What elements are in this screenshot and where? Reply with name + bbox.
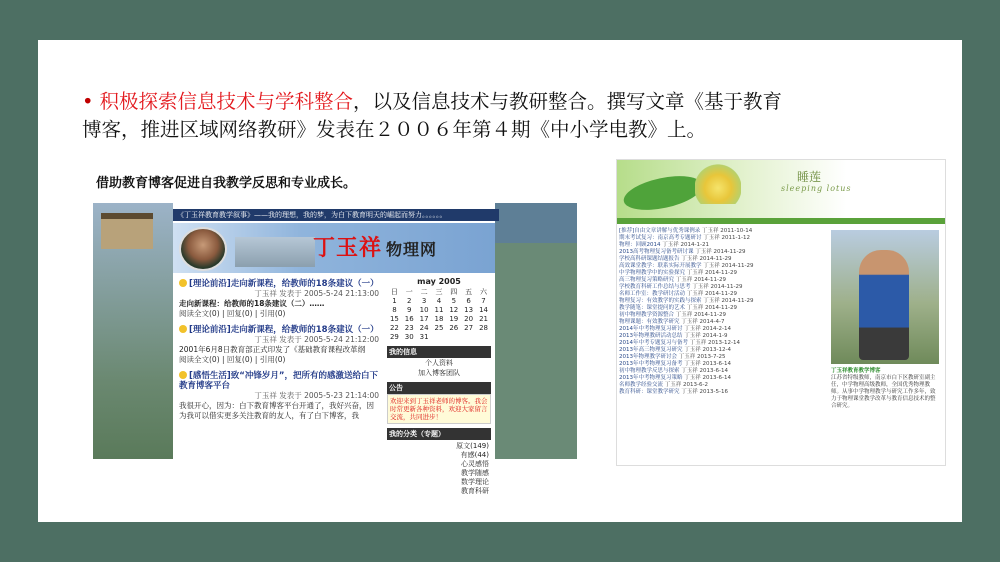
category-item[interactable]: 原文(149) [456, 442, 489, 450]
article-row[interactable]: 物理复习：有效教学的实践与探索 丁玉祥 2014-11-29 [619, 298, 754, 304]
highlight-text: 积极探索信息技术与学科整合 [99, 90, 354, 113]
article-row[interactable]: 教学随笔：课堂提问的艺术 丁玉祥 2014-11-29 [619, 305, 737, 311]
article-row[interactable]: 2014年中考物理复习研讨 丁玉祥 2014-2-14 [619, 326, 731, 332]
post-meta: 丁玉祥 发表于 2005-5-24 21:12:00 [254, 335, 379, 344]
leaf-image [621, 170, 705, 216]
article-row[interactable]: [推荐]自由文章讲解与优秀课例录 丁玉祥 2011-10-14 [619, 228, 753, 234]
bullet-text [82, 88, 922, 144]
green-navbar [617, 218, 945, 224]
article-list [619, 228, 829, 396]
article-row[interactable]: 名师教学经验交流 丁玉祥 2013-6-2 [619, 382, 708, 388]
smiley-icon [179, 371, 187, 379]
bullet-line1-rest: ，以及信息技术与教研整合。撰写文章《基于教育 [353, 90, 783, 113]
article-row[interactable]: 中学物理教学中的实验探究 丁玉祥 2014-11-29 [619, 270, 737, 276]
blog-page [173, 203, 495, 495]
author-photo [831, 230, 939, 364]
article-row[interactable]: 2013年中考物理复习备考 丁玉祥 2013-6-14 [619, 361, 731, 367]
article-row[interactable]: 期末考试复习：南京高考专题研讨 丁玉祥 2011-1-12 [619, 235, 750, 241]
categories-heading: 我的分类（专题） [387, 428, 491, 440]
blog-motto: 《丁玉祥教育教学叙事》——我的理想，我的梦，为白下教育明天的崛起而努力。。。。。。 [173, 209, 499, 221]
my-info-link[interactable]: 加入博客团队 [418, 369, 460, 377]
post-excerpt: 我很开心，因为：白下教育博客平台开通了，我好兴奋，因为我可以借实更多关注教育的友人，有了白下博客，我 [179, 401, 374, 420]
post-title[interactable]: [理论前沿]走向新课程，给教师的18条建议（一） [179, 279, 379, 289]
article-row[interactable]: 2013年物理教学研讨会 丁玉祥 2013-7-25 [619, 354, 726, 360]
article-row[interactable]: 2013年物理教研活动总结 丁玉祥 2014-1-9 [619, 333, 728, 339]
hut-image [101, 213, 153, 249]
lotus-header [617, 160, 945, 220]
article-row[interactable]: 高效课堂教学：联系实际开展教学 丁玉祥 2014-11-29 [619, 263, 754, 269]
article-row[interactable]: 2013高考物理复习备考研讨课 丁玉祥 2014-11-29 [619, 249, 746, 255]
blog-screenshot-right [616, 159, 946, 466]
post-item [179, 371, 379, 421]
post-meta: 丁玉祥 发表于 2005-5-24 21:13:00 [254, 289, 379, 298]
category-item[interactable]: 教学随感 [461, 469, 489, 477]
person-figure [859, 250, 909, 360]
right-decor-panel-lower [495, 243, 577, 459]
post-links[interactable]: 阅读全文(0) | 回复(0) | 引用(0) [179, 355, 286, 364]
calendar: 日 一 二 三 四 五 六 1 2 3 4 5 6 7 8 9 10 11 12 13 14 15 16 17 18 19 20 21 22 23 24 25 26 27 28 29 30 31 [389, 288, 488, 341]
post-meta: 丁玉祥 发表于 2005-5-23 21:14:00 [254, 391, 379, 400]
category-item[interactable]: 心灵感悟 [461, 460, 489, 468]
category-item[interactable]: 教育科研 [461, 487, 489, 495]
bullet-mark: • [82, 90, 94, 113]
author-avatar [179, 227, 227, 271]
bio-title: 丁玉祥教育教学博客 [831, 368, 881, 374]
my-info-link[interactable]: 个人资料 [425, 359, 453, 367]
article-row[interactable]: 2014年中考专题复习与备考 丁玉祥 2013-12-14 [619, 340, 740, 346]
smiley-icon [179, 279, 187, 287]
category-list [387, 440, 491, 498]
blog-banner [173, 223, 495, 273]
article-row[interactable]: 2013年高三物理复习研究 丁玉祥 2013-12-4 [619, 347, 731, 353]
article-row[interactable]: 初中物理教学反思与探索 丁玉祥 2013-6-14 [619, 368, 728, 374]
blog-brand: 睡莲 [797, 170, 822, 184]
article-row[interactable]: 学校教育科研工作总结与思考 丁玉祥 2014-11-29 [619, 284, 743, 290]
post-excerpt: 走向新课程：给教师的18条建议（二）…… [179, 299, 325, 308]
article-row[interactable]: 高三物理复习策略研究 丁玉祥 2014-11-29 [619, 277, 726, 283]
blog-sidebar [387, 277, 491, 498]
post-links[interactable]: 阅读全文(0) | 回复(0) | 引用(0) [179, 309, 286, 318]
slide [38, 40, 962, 522]
post-excerpt: 2001年6月8日教育部正式印发了《基础教育课程改革纲 [179, 345, 366, 354]
left-decor-panel [93, 203, 173, 459]
post-list [179, 279, 379, 427]
site-name[interactable]: 丁玉祥 物理网 [313, 235, 438, 261]
author-bio [831, 368, 939, 410]
subheading: 借助教育博客促进自我教学反思和专业成长。 [96, 176, 357, 191]
category-item[interactable]: 有感(44) [460, 451, 489, 459]
article-row[interactable]: 名师工作室：教学研讨活动 丁玉祥 2014-11-29 [619, 291, 737, 297]
article-row[interactable]: 2013年中考物理复习策略 丁玉祥 2013-6-14 [619, 375, 731, 381]
post-title[interactable]: [感悟生活]致“冲锋岁月”，把所有的感激送给白下教育博客平台 [179, 371, 378, 391]
post-title[interactable]: [理论前沿]走向新课程，给教师的18条建议（一） [179, 325, 379, 335]
bio-text: 江苏省特级教师，南京市白下区教研室副主任，中学物理高级教师，全国优秀物理教师。从事中学物理教学与研究工作多年，致力于物理课堂教学改革与教育信息技术的整合研究。 [831, 375, 936, 409]
blog-brand-en: sleeping lotus [781, 184, 852, 193]
my-info-heading: 我的信息 [387, 346, 491, 358]
lotus-image [695, 164, 741, 204]
site-name-suffix: 物理网 [386, 240, 438, 259]
article-row[interactable]: 物理：回顾2014 丁玉祥 2014-1-21 [619, 242, 709, 248]
smiley-icon [179, 325, 187, 333]
banner-scenery [235, 237, 315, 267]
category-item[interactable]: 数学理论 [461, 478, 489, 486]
post-item [179, 279, 379, 319]
article-row[interactable]: 初中物理教学资源整合 丁玉祥 2014-11-29 [619, 312, 726, 318]
post-item [179, 325, 379, 365]
article-row[interactable]: 学校高科研课题结题报告 丁玉祥 2014-11-29 [619, 256, 732, 262]
calendar-title: may 2005 [417, 277, 461, 286]
bullet-line2: 博客，推进区域网络教研》发表在２００６年第４期《中小学电教》上。 [82, 118, 707, 141]
blog-screenshot-left [93, 203, 577, 495]
article-row[interactable]: 物理课题：有效教学研究 丁玉祥 2014-4-7 [619, 319, 725, 325]
article-row[interactable]: 教育科研：课堂教学研究 丁玉祥 2013-5-16 [619, 389, 728, 395]
notice-heading: 公告 [387, 382, 491, 394]
notice-text: 欢迎来到丁玉祥老师的博客。我会时常更新各种资料，欢迎大家留言交流，共同进步！ [387, 394, 491, 424]
